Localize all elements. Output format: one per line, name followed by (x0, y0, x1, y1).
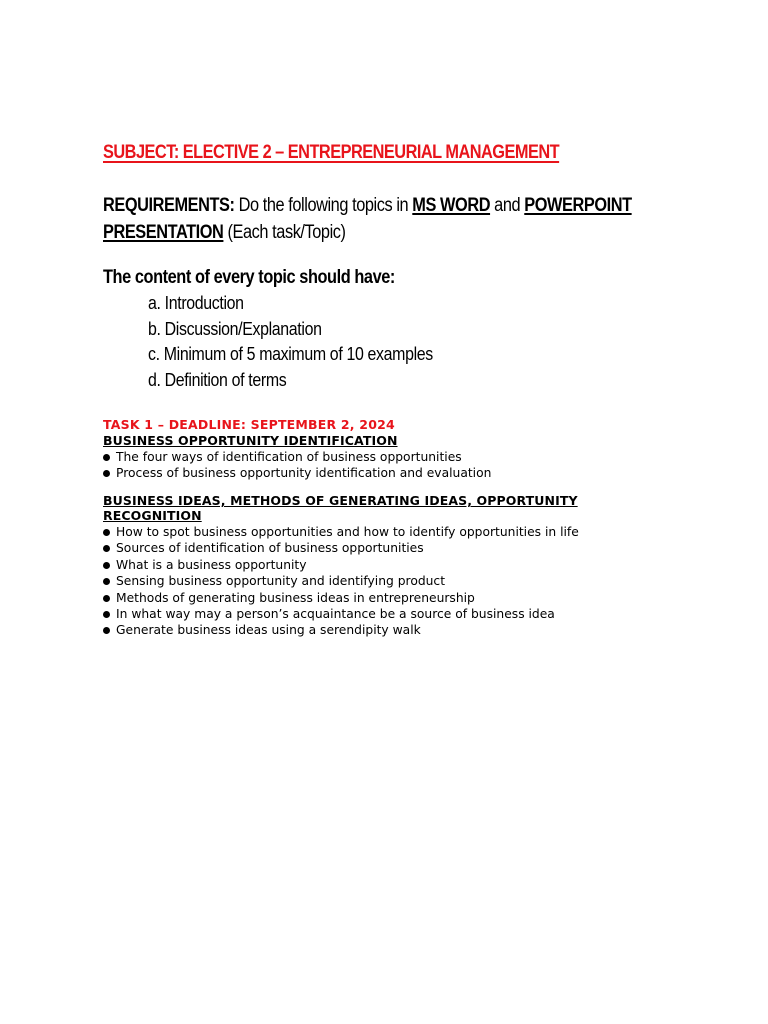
bullet-icon (103, 578, 110, 585)
list-item-text: How to spot business opportunities and how to identify opportunities in life (116, 525, 579, 539)
list-item (102, 590, 579, 606)
subject-heading: SUBJECT: ELECTIVE 2 – ENTREPRENEURIAL MANAGEMENT (103, 142, 560, 163)
requirements-and: and (490, 195, 525, 216)
bullet-icon (103, 470, 110, 477)
bullet-list (102, 524, 579, 639)
content-item: d. Definition of terms (148, 368, 287, 390)
requirements-paragraph (103, 192, 636, 246)
content-item: c. Minimum of 5 maximum of 10 examples (148, 343, 433, 364)
list-item-text: Sources of identification of business opportunities (116, 541, 424, 556)
content-item: b. Discussion/Explanation (148, 317, 322, 339)
list-item-text: Process of business opportunity identification and evaluation (116, 466, 492, 481)
list-item (102, 557, 579, 573)
content-heading: The content of every topic should have: (103, 267, 395, 288)
requirements-label: REQUIREMENTS: (103, 195, 235, 216)
ms-word-label: MS WORD (412, 195, 491, 216)
list-item-text: The four ways of identification of business opportunities (116, 450, 462, 464)
bullet-icon (103, 529, 110, 536)
section-title: BUSINESS OPPORTUNITY IDENTIFICATION (103, 433, 398, 448)
list-item (102, 540, 579, 556)
list-item (102, 622, 579, 638)
list-item (102, 465, 491, 481)
list-item (102, 606, 579, 622)
bullet-icon (103, 611, 110, 618)
requirements-tail: (Each task/Topic) (223, 222, 346, 243)
list-item-text: Sensing business opportunity and identifying product (116, 574, 446, 589)
list-item (102, 524, 579, 540)
list-item (102, 449, 491, 465)
bullet-icon (103, 627, 110, 634)
list-item-text: Generate business ideas using a serendipity walk (116, 623, 421, 638)
bullet-icon (103, 454, 110, 461)
list-item (102, 573, 579, 589)
bullet-icon (103, 595, 110, 602)
requirements-text: Do the following topics in (234, 195, 413, 216)
bullet-list (102, 449, 491, 482)
bullet-icon (103, 545, 110, 552)
powerpoint-label: POWERPOINT PRESENTATION (103, 195, 632, 243)
content-list (148, 290, 433, 392)
content-item: a. Introduction (148, 292, 244, 313)
list-item-text: What is a business opportunity (116, 557, 307, 572)
task-deadline-heading: TASK 1 – DEADLINE: SEPTEMBER 2, 2024 (103, 417, 395, 432)
list-item-text: Methods of generating business ideas in entrepreneurship (116, 590, 475, 605)
section-title: BUSINESS IDEAS, METHODS OF GENERATING IDEAS, OPPORTUNITY RECOGNITION (103, 493, 578, 523)
bullet-icon (103, 562, 110, 569)
list-item-text: In what way may a person’s acquaintance be a source of business idea (116, 607, 555, 622)
